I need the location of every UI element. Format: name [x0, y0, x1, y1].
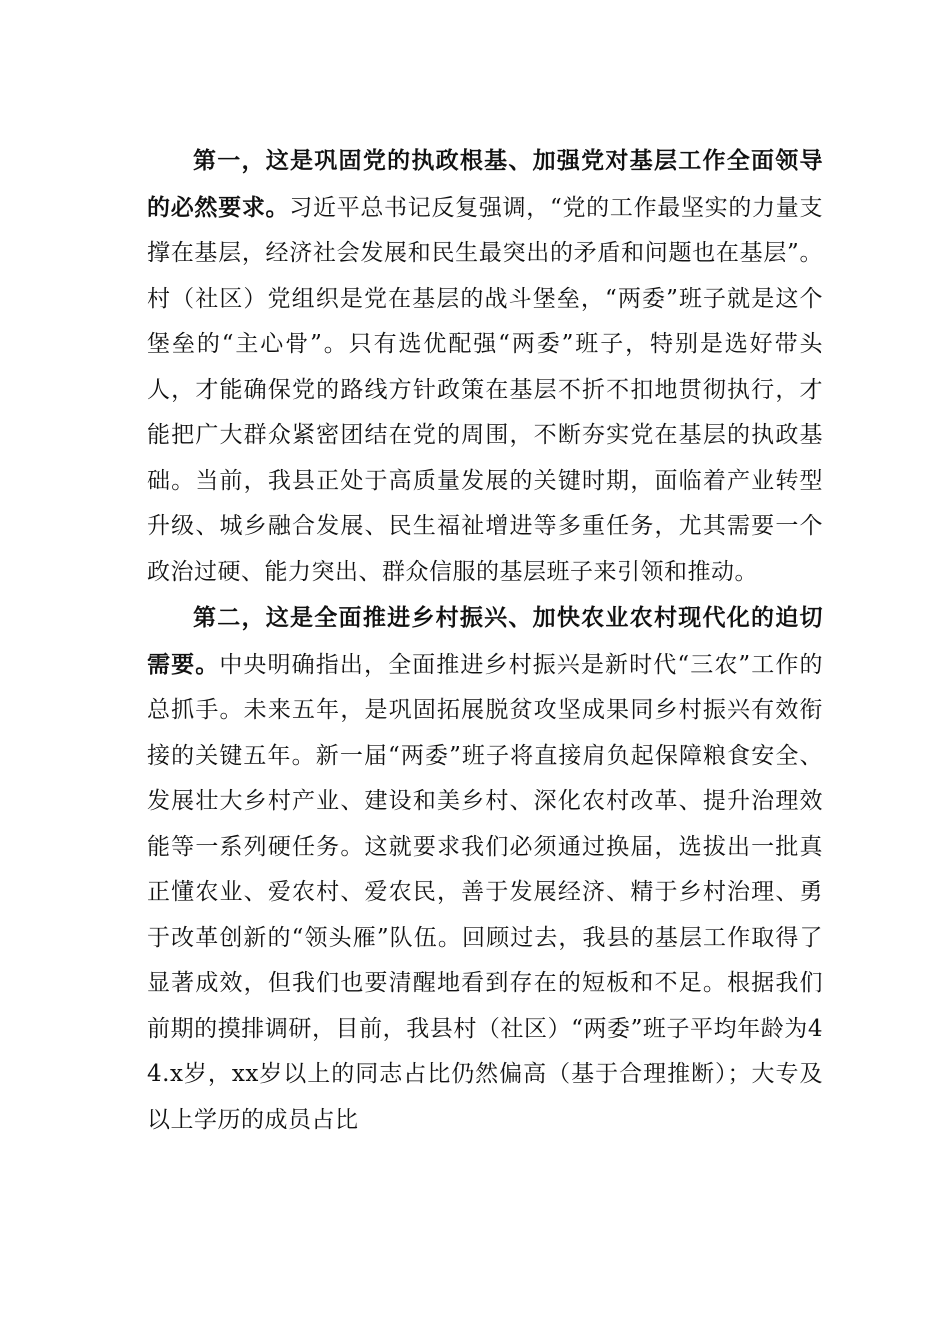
paragraph-2-lead: 第二，这是全面推进乡村振兴、加快农业农村现代化的迫切需要。: [147, 604, 823, 678]
paragraph-1-body: 习近平总书记反复强调，“党的工作最坚实的力量支撑在基层，经济社会发展和民生最突出的矛盾和问题也在基层”。村（社区）党组织是党在基层的战斗堡垒，“两委”班子就是这个堡垒的“主心骨”。只有选优配强“两委”班子，特别是选好带头人，才能确保党的路线方针政策在基层不折不扣地贯彻执行，才能把广大群众紧密团结在党的周围，不断夯实党在基层的执政基础。当前，我县正处于高质量发展的关键时期，面临着产业转型升级、城乡融合发展、民生福祉增进等多重任务，尤其需要一个政治过硬、能力突出、群众信服的基层班子来引领和推动。: [147, 194, 823, 585]
paragraph-2: [147, 595, 823, 1143]
paragraph-2-body: 中央明确指出，全面推进乡村振兴是新时代“三农”工作的总抓手。未来五年，是巩固拓展脱贫攻坚成果同乡村振兴有效衔接的关键五年。新一届“两委”班子将直接肩负起保障粮食安全、发展壮大乡村产业、建设和美乡村、深化农村改革、提升治理效能等一系列硬任务。这就要求我们必须通过换届，选拔出一批真正懂农业、爱农村、爱农民，善于发展经济、精于乡村治理、勇于改革创新的“领头雁”队伍。回顾过去，我县的基层工作取得了显著成效，但我们也要清醒地看到存在的短板和不足。根据我们前期的摸排调研，目前，我县村（社区）“两委”班子平均年龄为44.x岁，xx岁以上的同志占比仍然偏高（基于合理推断）；大专及以上学历的成员占比: [147, 651, 823, 1133]
document-body: [147, 138, 823, 1143]
paragraph-1-lead: 第一，这是巩固党的执政根基、加强党对基层工作全面领导的必然要求。: [147, 147, 823, 221]
paragraph-1: [147, 138, 823, 595]
